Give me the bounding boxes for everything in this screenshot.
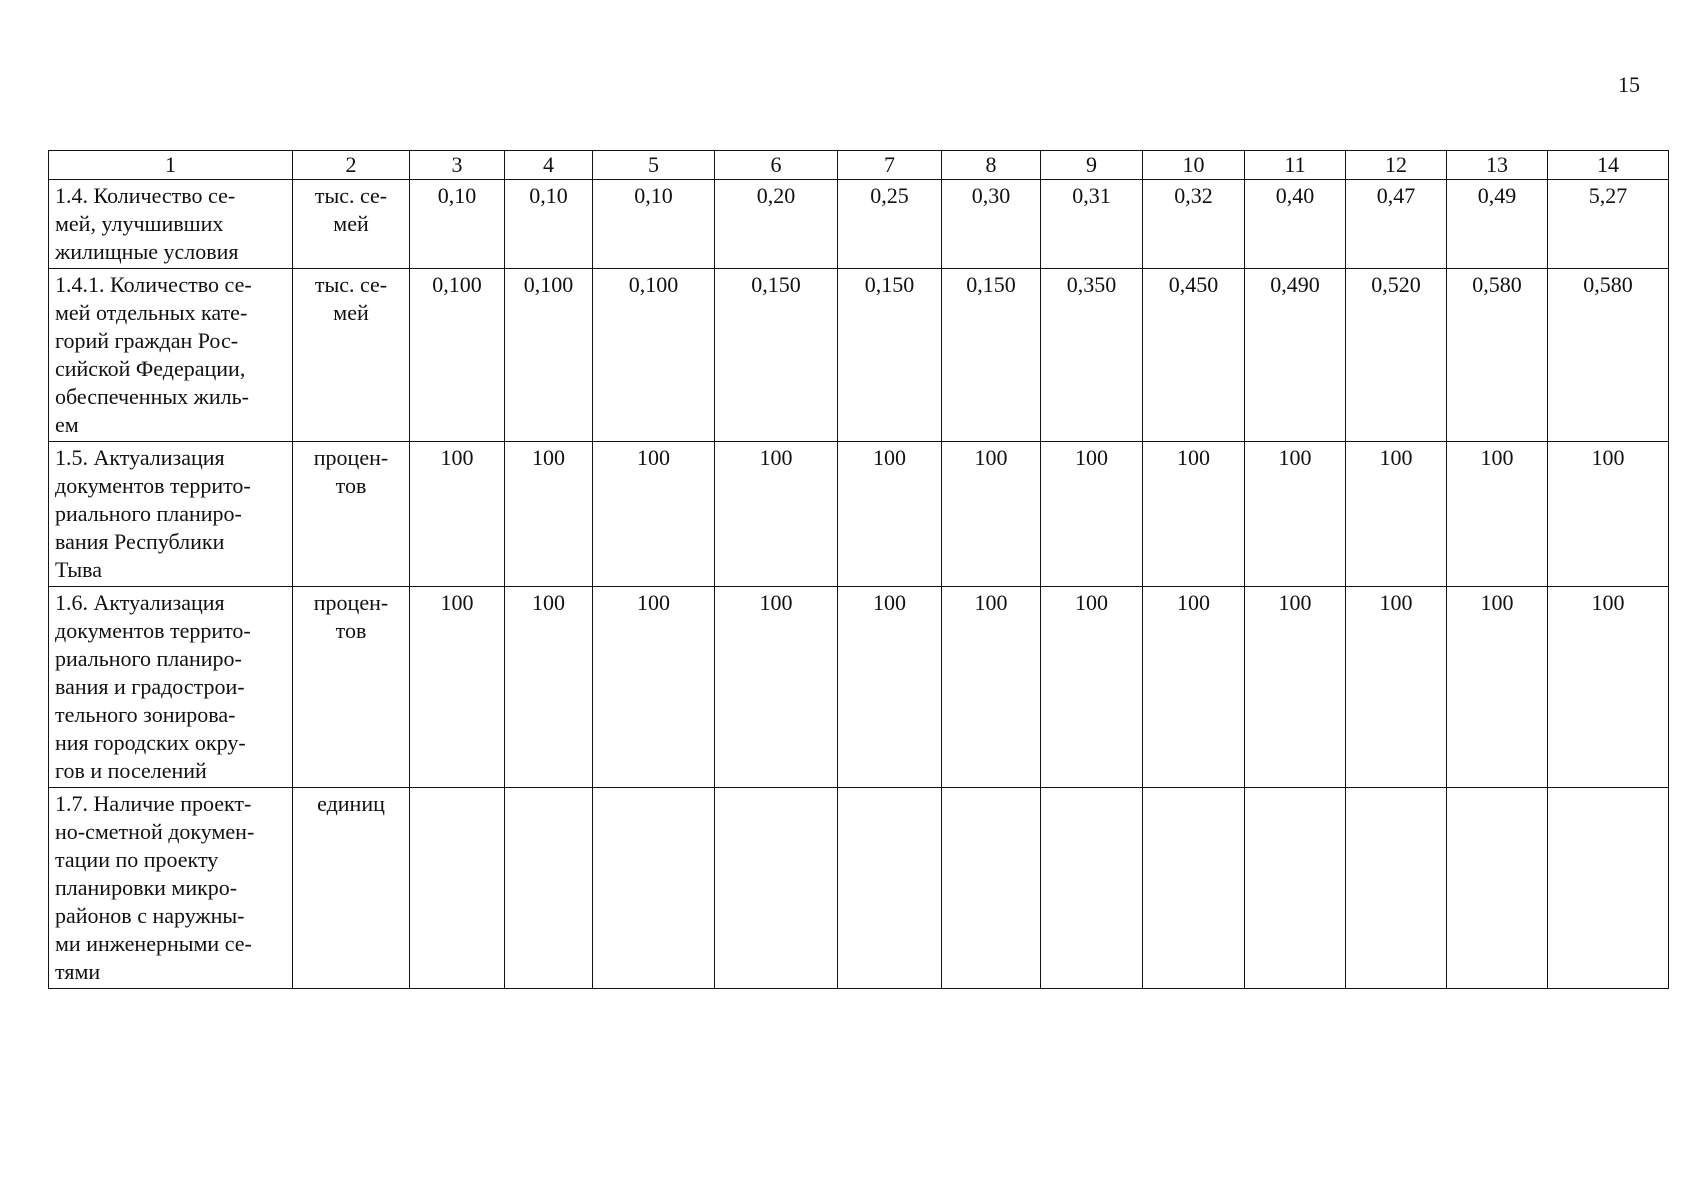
value-cell: 0,150 xyxy=(942,269,1041,442)
value-cell: 100 xyxy=(1245,587,1346,788)
unit-cell: процен- тов xyxy=(293,442,410,587)
value-cell: 100 xyxy=(715,587,838,788)
value-cell: 100 xyxy=(1346,587,1447,788)
value-cell xyxy=(715,788,838,989)
indicator-name: 1.4.1. Количество се- мей отдельных кате- горий граждан Рос- сийской Федерации, обеспеченных жиль- ем xyxy=(49,269,293,442)
value-cell: 100 xyxy=(1041,442,1143,587)
table-row xyxy=(49,587,1669,788)
value-cell: 0,32 xyxy=(1143,180,1245,269)
value-cell: 100 xyxy=(1548,587,1669,788)
value-cell: 0,100 xyxy=(593,269,715,442)
value-cell: 0,350 xyxy=(1041,269,1143,442)
value-cell xyxy=(1143,788,1245,989)
unit-cell: единиц xyxy=(293,788,410,989)
table-row xyxy=(49,788,1669,989)
indicator-table xyxy=(48,150,1669,989)
value-cell: 0,49 xyxy=(1447,180,1548,269)
value-cell xyxy=(593,788,715,989)
value-cell: 0,40 xyxy=(1245,180,1346,269)
column-number: 14 xyxy=(1548,151,1669,180)
value-cell: 100 xyxy=(942,442,1041,587)
unit-cell: процен- тов xyxy=(293,587,410,788)
value-cell: 0,150 xyxy=(838,269,942,442)
value-cell: 100 xyxy=(410,587,505,788)
value-cell: 0,31 xyxy=(1041,180,1143,269)
table-header xyxy=(49,151,1669,180)
value-cell xyxy=(410,788,505,989)
value-cell: 100 xyxy=(1245,442,1346,587)
table-row xyxy=(49,269,1669,442)
table-row xyxy=(49,442,1669,587)
value-cell xyxy=(1041,788,1143,989)
value-cell: 100 xyxy=(715,442,838,587)
value-cell: 100 xyxy=(838,587,942,788)
column-number: 3 xyxy=(410,151,505,180)
value-cell: 5,27 xyxy=(1548,180,1669,269)
value-cell: 100 xyxy=(1143,587,1245,788)
value-cell: 0,30 xyxy=(942,180,1041,269)
value-cell: 100 xyxy=(410,442,505,587)
column-number: 4 xyxy=(505,151,593,180)
value-cell xyxy=(1346,788,1447,989)
value-cell: 0,520 xyxy=(1346,269,1447,442)
value-cell: 0,10 xyxy=(410,180,505,269)
column-number: 13 xyxy=(1447,151,1548,180)
value-cell: 0,490 xyxy=(1245,269,1346,442)
table-row xyxy=(49,180,1669,269)
value-cell: 100 xyxy=(838,442,942,587)
value-cell: 100 xyxy=(1548,442,1669,587)
value-cell: 100 xyxy=(1447,442,1548,587)
value-cell: 100 xyxy=(1447,587,1548,788)
value-cell: 0,25 xyxy=(838,180,942,269)
value-cell: 100 xyxy=(505,587,593,788)
header-row xyxy=(49,151,1669,180)
indicator-name: 1.7. Наличие проект- но-сметной докумен- тации по проекту планировки микро- районов с наружны- ми инженерными се- тями xyxy=(49,788,293,989)
column-number: 10 xyxy=(1143,151,1245,180)
value-cell: 0,100 xyxy=(505,269,593,442)
value-cell xyxy=(942,788,1041,989)
column-number: 7 xyxy=(838,151,942,180)
value-cell xyxy=(1548,788,1669,989)
value-cell: 100 xyxy=(505,442,593,587)
value-cell xyxy=(505,788,593,989)
value-cell: 0,150 xyxy=(715,269,838,442)
value-cell: 100 xyxy=(1143,442,1245,587)
value-cell: 0,10 xyxy=(593,180,715,269)
page-number: 15 xyxy=(1618,72,1640,97)
column-number: 5 xyxy=(593,151,715,180)
value-cell: 100 xyxy=(593,442,715,587)
indicator-name: 1.6. Актуализация документов террито- риального планиро- вания и градострои- тельного зонирова- ния городских окру- гов и поселений xyxy=(49,587,293,788)
unit-cell: тыс. се- мей xyxy=(293,269,410,442)
value-cell: 100 xyxy=(593,587,715,788)
value-cell: 0,20 xyxy=(715,180,838,269)
column-number: 11 xyxy=(1245,151,1346,180)
value-cell: 0,10 xyxy=(505,180,593,269)
value-cell: 0,450 xyxy=(1143,269,1245,442)
value-cell: 100 xyxy=(1041,587,1143,788)
value-cell: 0,100 xyxy=(410,269,505,442)
unit-cell: тыс. се- мей xyxy=(293,180,410,269)
indicator-name: 1.4. Количество се- мей, улучшивших жилищные условия xyxy=(49,180,293,269)
indicator-name: 1.5. Актуализация документов террито- риального планиро- вания Республики Тыва xyxy=(49,442,293,587)
column-number: 12 xyxy=(1346,151,1447,180)
value-cell: 0,47 xyxy=(1346,180,1447,269)
column-number: 1 xyxy=(49,151,293,180)
value-cell xyxy=(838,788,942,989)
column-number: 2 xyxy=(293,151,410,180)
column-number: 9 xyxy=(1041,151,1143,180)
column-number: 8 xyxy=(942,151,1041,180)
column-number: 6 xyxy=(715,151,838,180)
value-cell: 0,580 xyxy=(1548,269,1669,442)
value-cell: 100 xyxy=(942,587,1041,788)
value-cell xyxy=(1447,788,1548,989)
value-cell: 100 xyxy=(1346,442,1447,587)
table-body xyxy=(49,180,1669,989)
value-cell xyxy=(1245,788,1346,989)
value-cell: 0,580 xyxy=(1447,269,1548,442)
